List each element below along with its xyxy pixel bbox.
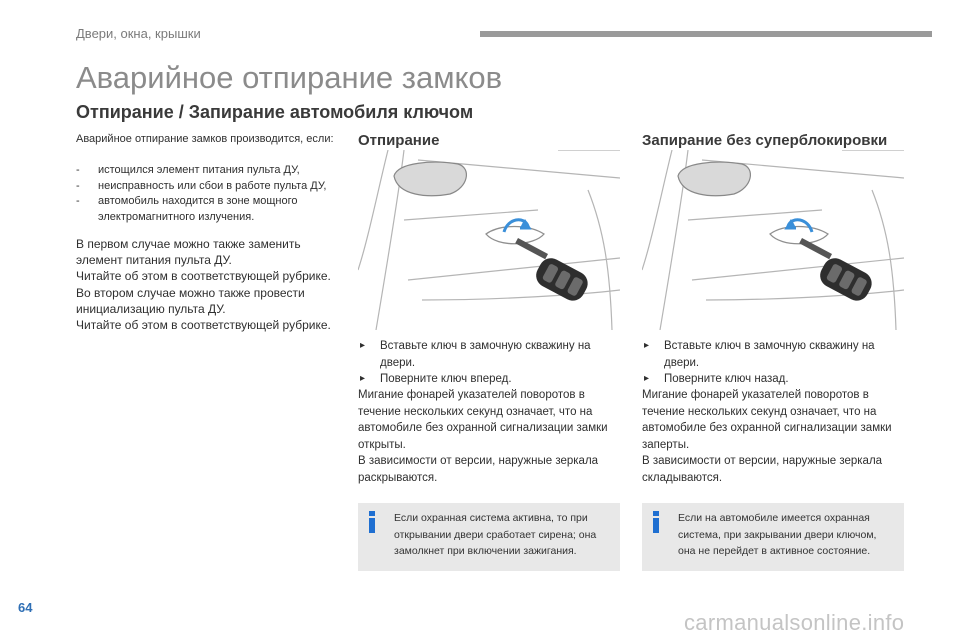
- lock-steps: [642, 338, 904, 388]
- list-item: - истощился элемент питания пульта ДУ,: [76, 163, 356, 179]
- left-paragraph: В первом случае можно также заменить элемент питания пульта ДУ. Читайте об этом в соответствующей рубрике. Во втором случае можно также провести инициализацию пульта ДУ. Читайте об этом в соответствующей рубрике.: [76, 237, 331, 333]
- lock-info-box: [642, 503, 904, 571]
- unlock-illustration: [358, 150, 620, 330]
- conditions-list: [76, 163, 356, 225]
- key-illustration: [799, 238, 876, 305]
- list-item: ▸ Поверните ключ назад.: [642, 371, 904, 388]
- info-icon: [652, 511, 660, 533]
- header-bar: [480, 31, 932, 37]
- lock-title: Запирание без суперблокировки: [642, 132, 888, 149]
- lock-info-text: Если на автомобиле имеется охранная система, при закрывании двери ключом, она не перейдет в активное состояние.: [678, 512, 877, 557]
- page-title: Аварийное отпирание замков: [76, 60, 503, 95]
- mirror-icon: [678, 162, 750, 196]
- section-subtitle: Отпирание / Запирание автомобиля ключом: [76, 102, 474, 122]
- rotation-arrow-icon: [504, 220, 529, 232]
- mirror-icon: [394, 162, 466, 196]
- lock-illustration: [642, 150, 904, 330]
- key-illustration: [515, 238, 592, 305]
- list-item: ▸ Вставьте ключ в замочную скважину на двери.: [358, 338, 620, 371]
- list-item: - автомобиль находится в зоне мощного электромагнитного излучения.: [76, 194, 356, 225]
- list-item: - неисправность или сбои в работе пульта ДУ,: [76, 179, 356, 195]
- page-number: 64: [18, 600, 33, 615]
- intro-text: Аварийное отпирание замков производится, если:: [76, 133, 334, 145]
- unlock-steps: [358, 338, 620, 388]
- unlock-info-box: [358, 503, 620, 571]
- section-header: Двери, окна, крышки: [76, 26, 201, 41]
- unlock-info-text: Если охранная система активна, то при открывании двери сработает сирена; она замолкнет при включении зажигания.: [394, 512, 597, 557]
- unlock-description: Мигание фонарей указателей поворотов в течение нескольких секунд означает, что на автомобиле без охранной сигнализации замки открыты. В зависимости от версии, наружные зеркала раскрываются.: [358, 389, 608, 484]
- lock-description: Мигание фонарей указателей поворотов в течение нескольких секунд означает, что на автомобиле без охранной сигнализации замки заперты. В зависимости от версии, наружные зеркала складываются.: [642, 389, 892, 484]
- list-item: ▸ Поверните ключ вперед.: [358, 371, 620, 388]
- info-icon: [368, 511, 376, 533]
- list-item: ▸ Вставьте ключ в замочную скважину на двери.: [642, 338, 904, 371]
- watermark: carmanualsonline.info: [684, 610, 905, 635]
- unlock-title: Отпирание: [358, 132, 440, 149]
